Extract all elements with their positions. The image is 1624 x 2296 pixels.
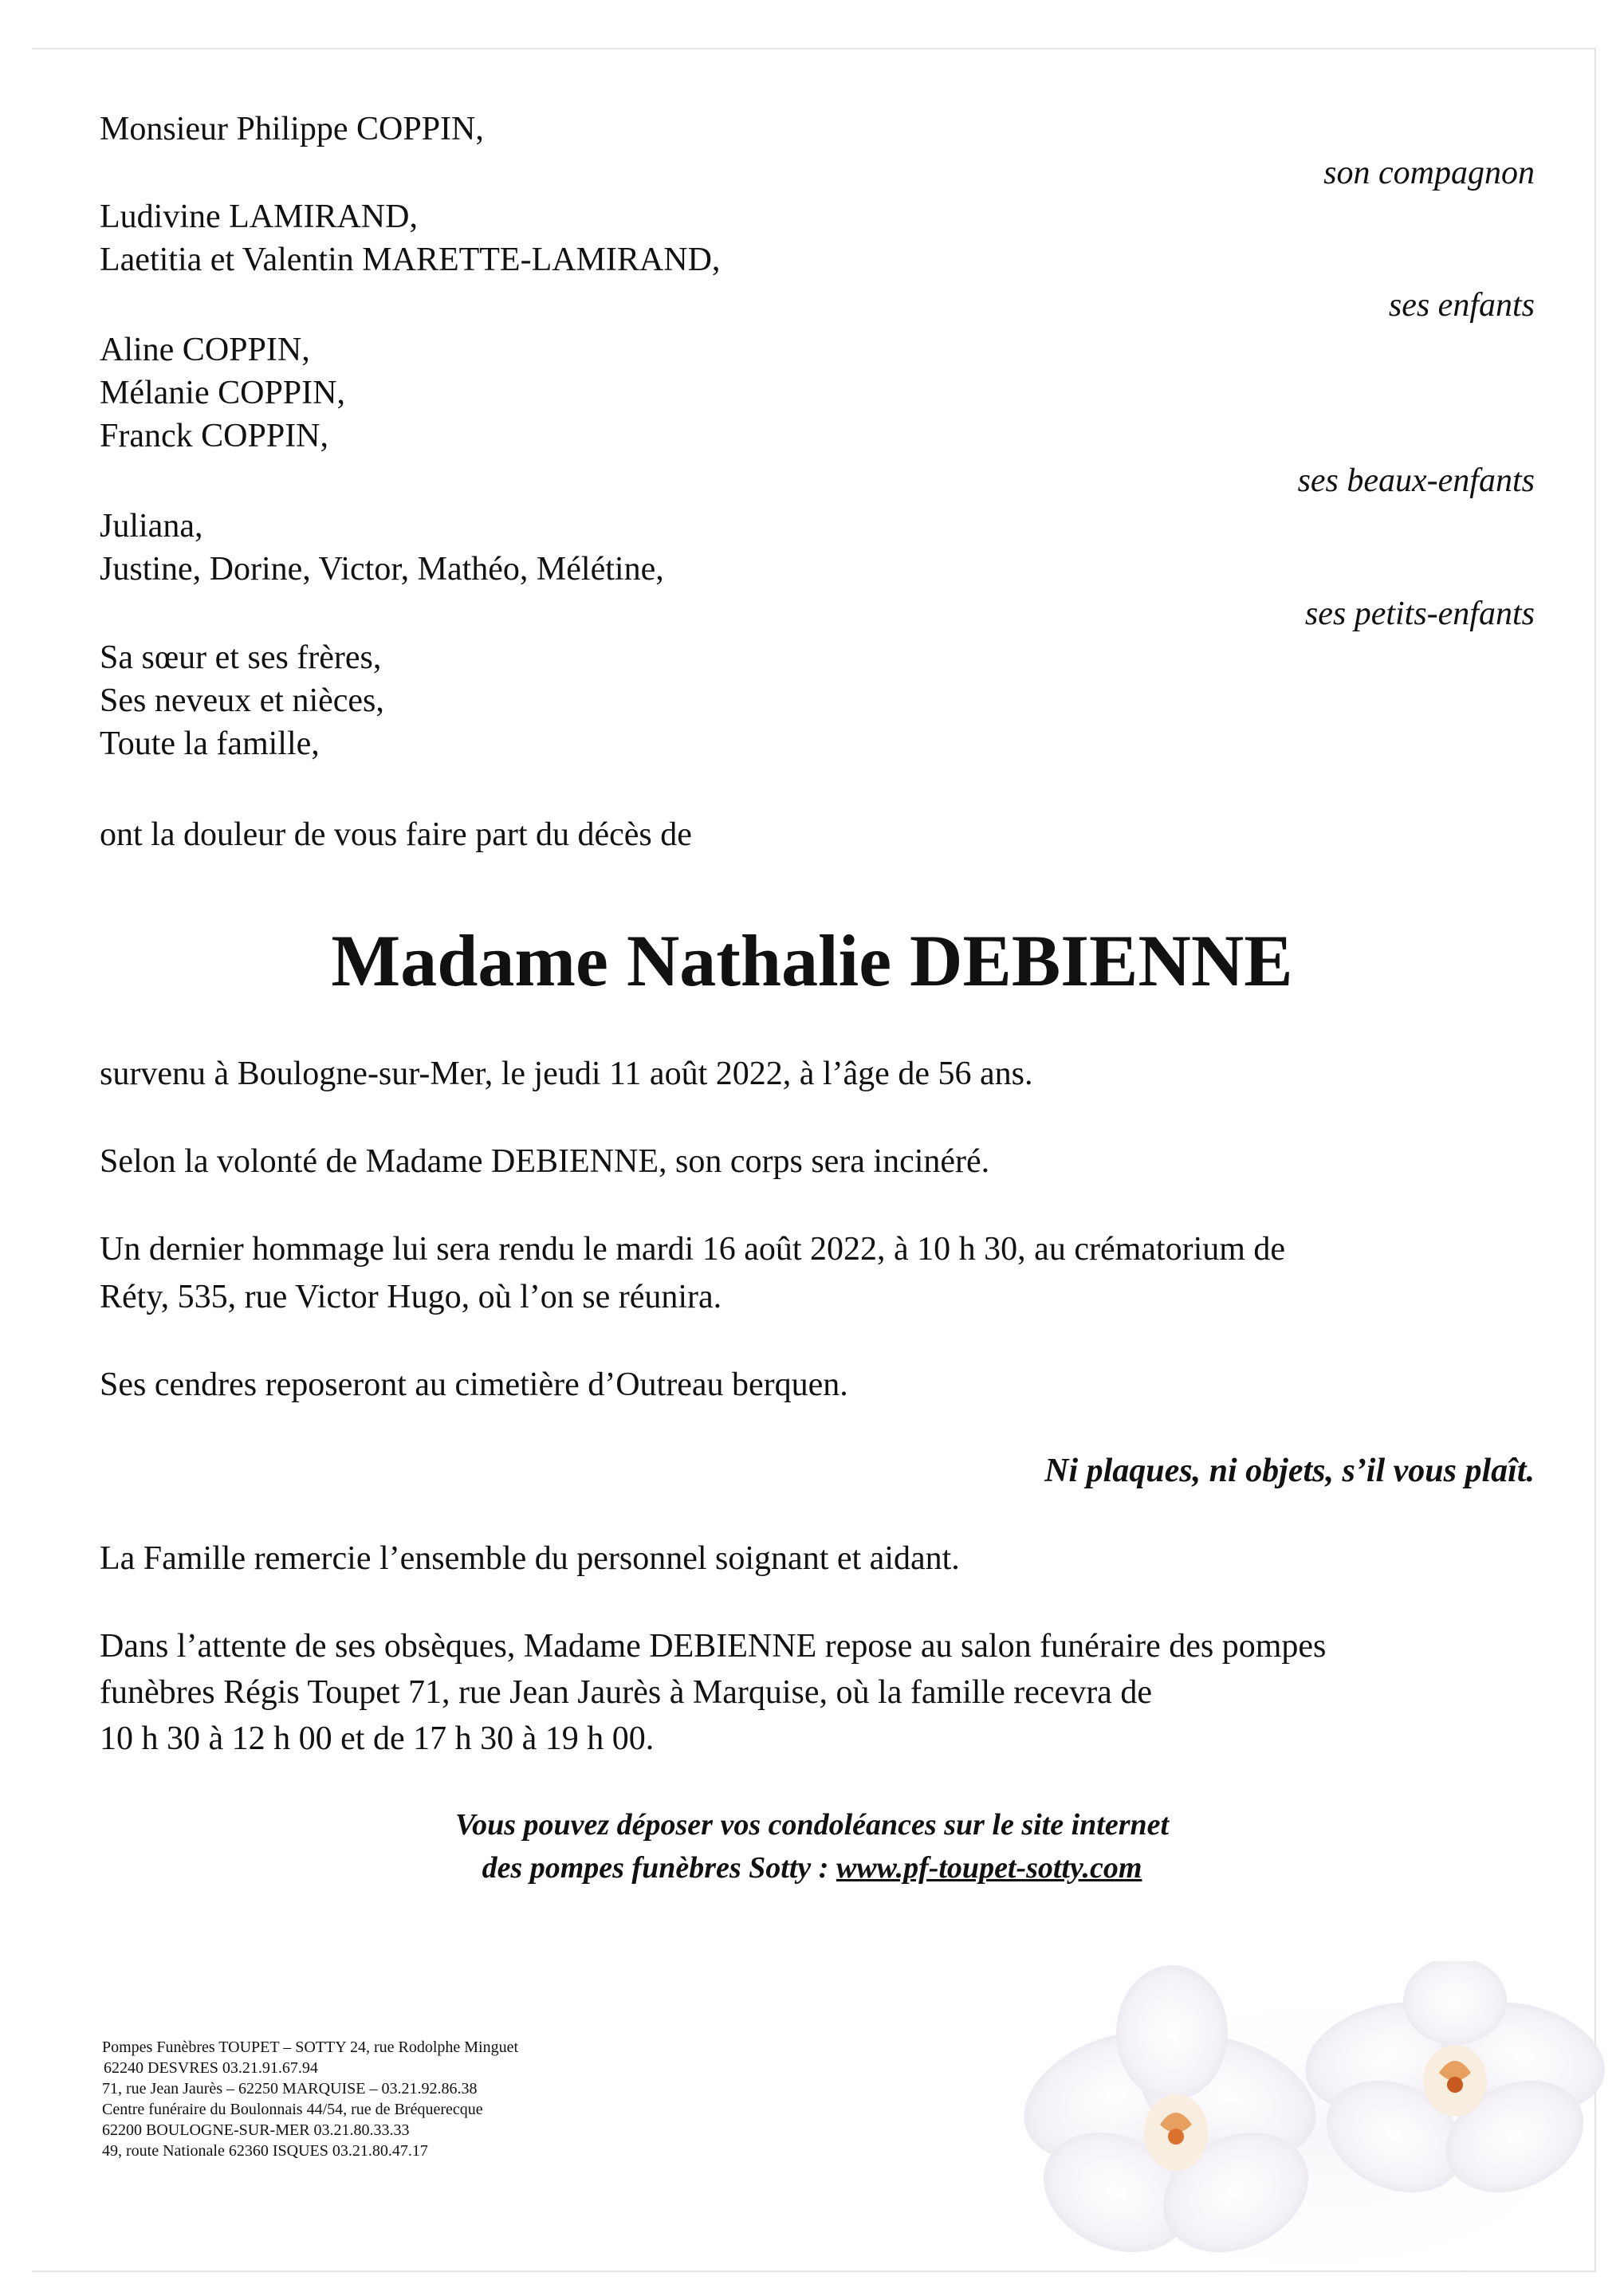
wake-line: Dans l’attente de ses obsèques, Madame DEBIENNE repose au salon funéraire des pompes: [100, 1628, 1327, 1665]
no-flowers-note: Ni plaques, ni objets, s’il vous plaît.: [1044, 1453, 1535, 1489]
address-line: 62240 DESVRES 03.21.91.67.94: [104, 2059, 318, 2077]
relative-line: Sa sœur et ses frères,: [100, 639, 382, 676]
children-role: ses enfants: [1388, 287, 1535, 324]
child-name: Ludivine LAMIRAND,: [100, 199, 418, 235]
deceased-name: Madame Nathalie DEBIENNE: [331, 920, 1293, 1001]
wake-line: 10 h 30 à 12 h 00 et de 17 h 30 à 19 h 00.: [100, 1720, 655, 1757]
grandchildren-role: ses petits-enfants: [1304, 596, 1535, 632]
stepchild-name: Aline COPPIN,: [100, 332, 310, 368]
grandchild-name: Justine, Dorine, Victor, Mathéo, Mélétine,: [100, 551, 664, 588]
relative-line: Ses neveux et nièces,: [100, 682, 384, 719]
condolences-prefix: des pompes funèbres Sotty :: [482, 1851, 836, 1885]
ashes-note: Ses cendres reposeront au cimetière d’Outreau berquen.: [100, 1366, 848, 1403]
funeral-home-address: [102, 2037, 518, 2161]
relative-line: Toute la famille,: [100, 725, 320, 762]
tribute-line: Réty, 535, rue Victor Hugo, où l’on se réunira.: [100, 1279, 722, 1315]
companion-role: son compagnon: [1323, 155, 1535, 191]
death-details: survenu à Boulogne-sur-Mer, le jeudi 11 août 2022, à l’âge de 56 ans.: [100, 1056, 1033, 1092]
stepchildren-role: ses beaux-enfants: [1297, 462, 1535, 499]
tribute-line: Un dernier hommage lui sera rendu le mardi 16 août 2022, à 10 h 30, au crématorium de: [100, 1231, 1286, 1268]
announcement: ont la douleur de vous faire part du décès de: [100, 816, 692, 853]
address-line: 62200 BOULOGNE-SUR-MER 03.21.80.33.33: [102, 2121, 410, 2139]
condolences-link[interactable]: www.pf-toupet-sotty.com: [836, 1851, 1142, 1885]
orchid-flowers-image: [1013, 1961, 1618, 2288]
address-line: Centre funéraire du Boulonnais 44/54, rue de Bréquerecque: [102, 2101, 483, 2118]
condolences-line: Vous pouvez déposer vos condoléances sur le site internet: [454, 1808, 1170, 1842]
cremation-note: Selon la volonté de Madame DEBIENNE, son corps sera incinéré.: [100, 1143, 990, 1180]
thanks-note: La Famille remercie l’ensemble du personnel soignant et aidant.: [100, 1540, 960, 1577]
grandchild-name: Juliana,: [100, 508, 203, 545]
wake-line: funèbres Régis Toupet 71, rue Jean Jaurès à Marquise, où la famille recevra de: [100, 1674, 1152, 1711]
address-line: Pompes Funèbres TOUPET – SOTTY 24, rue Rodolphe Minguet: [102, 2038, 519, 2056]
stepchild-name: Mélanie COPPIN,: [100, 375, 345, 411]
child-name: Laetitia et Valentin MARETTE-LAMIRAND,: [100, 242, 721, 278]
companion-name: Monsieur Philippe COPPIN,: [100, 111, 484, 147]
address-line: 71, rue Jean Jaurès – 62250 MARQUISE – 03.21.92.86.38: [102, 2080, 478, 2097]
address-line: 49, route Nationale 62360 ISQUES 03.21.80.47.17: [102, 2142, 428, 2160]
condolences-line: [0, 1846, 1624, 1889]
stepchild-name: Franck COPPIN,: [100, 418, 329, 454]
